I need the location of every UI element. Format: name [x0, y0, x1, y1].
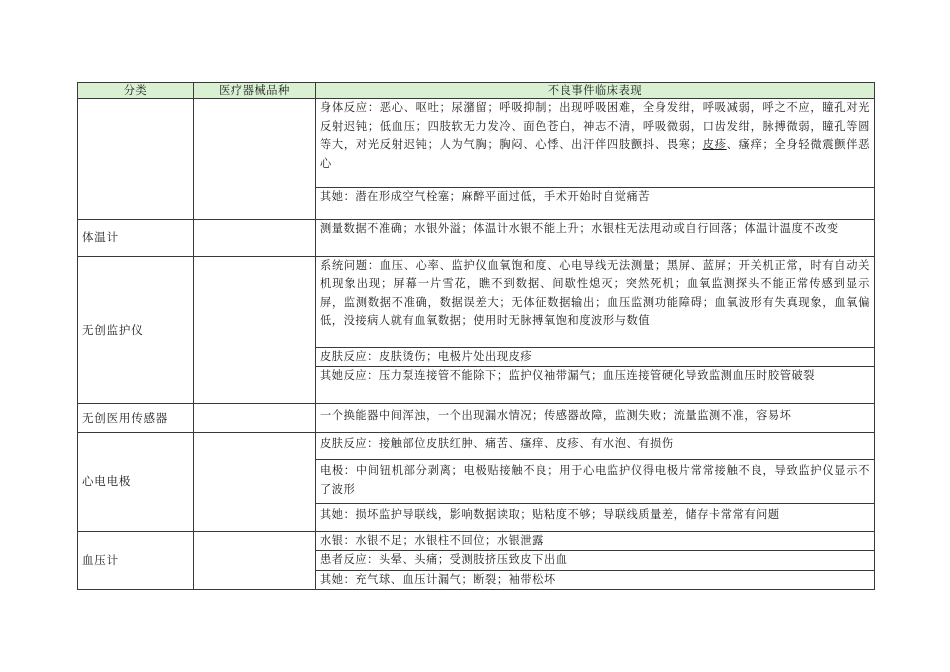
- symptom-cell: 皮肤反应：皮肤烫伤；电极片处出现皮疹: [316, 347, 875, 367]
- symptom-cell: 患者反应：头晕、头痛；受测肢挤压致皮下出血: [316, 551, 875, 571]
- symptom-cell: 测量数据不准确；水银外溢；体温计水银不能上升；水银柱无法甩动或自行回落；体温计温度不改变: [316, 219, 875, 256]
- category-cell: 体温计: [78, 219, 194, 256]
- symptom-cell: 其她：潜在形成空气栓塞；麻醉平面过低，手术开始时自觉痛苦: [316, 188, 875, 220]
- symptom-text-underlined: 皮疹: [702, 138, 727, 151]
- table-row: [78, 432, 875, 460]
- category-cell: 无创监护仪: [78, 256, 194, 404]
- category-cell: [78, 99, 194, 220]
- category-cell: 无创医用传感器: [78, 404, 194, 433]
- category-cell: 血压计: [78, 531, 194, 590]
- table-row: [78, 531, 875, 551]
- header-device: 医疗器械品种: [194, 83, 316, 99]
- table-row: [78, 404, 875, 433]
- table-row: [78, 219, 875, 256]
- symptom-cell: [316, 99, 875, 188]
- symptom-cell: 电极：中间钮机部分剥离；电极贴接触不良；用于心电监护仪得电极片常常接触不良，导致监护仪显示不了波形: [316, 460, 875, 504]
- device-cell: [194, 432, 316, 531]
- symptom-cell: 其她反应：压力泵连接管不能除下；监护仪袖带漏气；血压连接管硬化导致监测血压时胶管破裂: [316, 367, 875, 404]
- header-symptoms: 不良事件临床表现: [316, 83, 875, 99]
- device-cell: [194, 99, 316, 220]
- symptom-cell: 系统问题：血压、心率、监护仪血氧饱和度、心电导线无法测量；黑屏、蓝屏；开关机正常，时有自动关机现象出现；屏幕一片雪花，瞧不到数据、间歇性熄灭；突然死机；血氧监测探头不能正常传感到显示屏，监测数据不准确，数据误差大；无体征数据输出；血压监测功能障碍；血氧波形有失真现象，血氧偏低，没接病人就有血氧数据；使用时无脉搏氧饱和度波形与数值: [316, 256, 875, 347]
- device-cell: [194, 531, 316, 590]
- symptom-text-tail: 、瘙痒；全身轻微震颤伴恶心: [320, 138, 871, 170]
- device-cell: [194, 404, 316, 433]
- symptom-cell: 一个换能器中间浑浊，一个出现漏水情况；传感器故障，监测失败；流量监测不准，容易坏: [316, 404, 875, 433]
- symptom-cell: 水银：水银不足；水银柱不回位；水银泄露: [316, 531, 875, 551]
- table-row: [78, 256, 875, 347]
- header-category: 分类: [78, 83, 194, 99]
- category-cell: 心电电极: [78, 432, 194, 531]
- adverse-event-table: [77, 82, 875, 590]
- device-cell: [194, 256, 316, 404]
- table-header-row: [78, 83, 875, 99]
- symptom-cell: 其她：损坏监护导联线，影响数据读取；贴粘度不够；导联线质量差，储存卡常常有问题: [316, 504, 875, 532]
- device-cell: [194, 219, 316, 256]
- symptom-cell: 皮肤反应：接触部位皮肤红肿、痛苦、瘙痒、皮疹、有水泡、有损伤: [316, 432, 875, 460]
- symptom-cell: 其她：充气球、血压计漏气；断裂；袖带松坏: [316, 570, 875, 590]
- symptom-text: 身体反应：恶心、呕吐；尿潴留；呼吸抑制；出现呼吸困难，全身发绀，呼吸减弱，呼之不应，瞳孔对光反射迟钝；低血压；四肢软无力发冷、面色苍白，神志不清，呼吸微弱，口齿发绀，脉搏微弱，瞳孔等圆等大，对光反射迟钝；人为气胸；胸闷、心悸、出汗伴四肢颤抖、畏寒；: [320, 101, 870, 151]
- table-row: [78, 99, 875, 188]
